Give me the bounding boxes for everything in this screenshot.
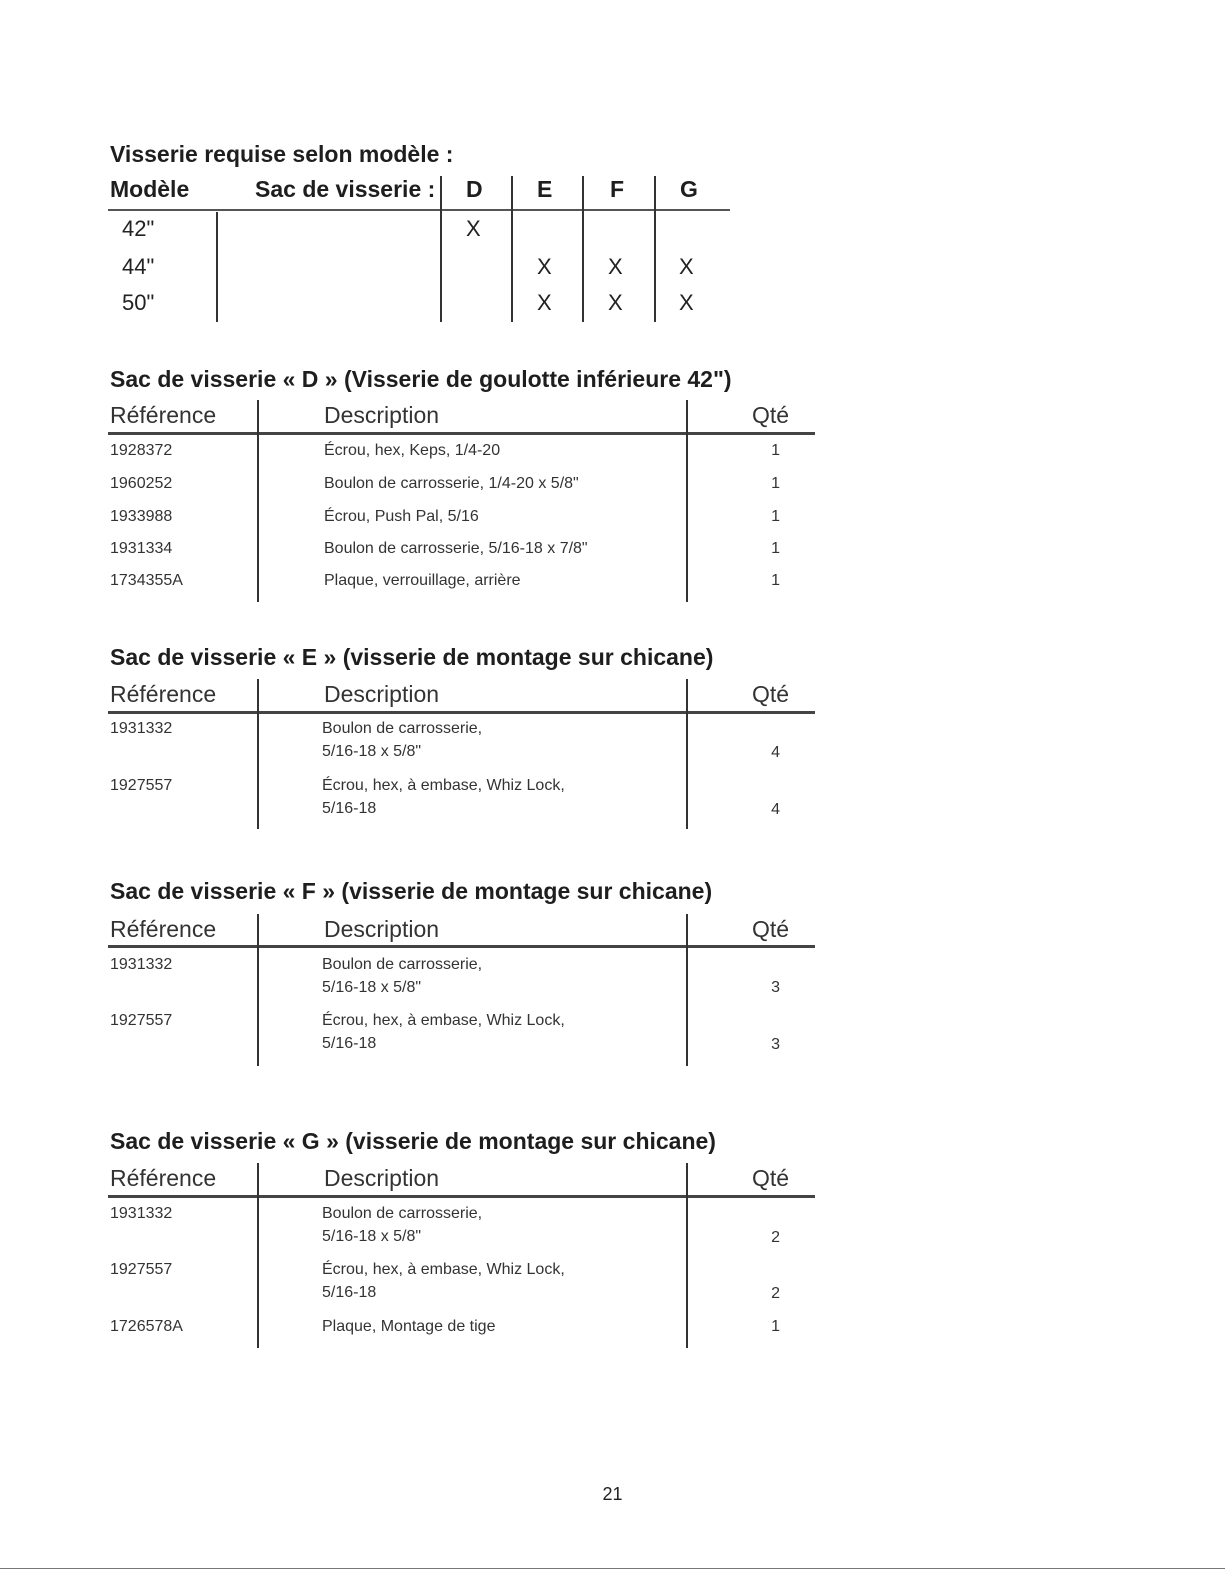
header-rule — [108, 1195, 815, 1198]
part-reference: 1927557 — [110, 777, 173, 794]
part-description: Écrou, hex, à embase, Whiz Lock, — [322, 777, 565, 794]
model-value: 50" — [122, 290, 155, 315]
bag-f-header: F — [610, 176, 625, 202]
bag-d-header: D — [466, 176, 483, 202]
description-header: Description — [324, 1165, 440, 1191]
e-column-divider — [582, 176, 584, 322]
mark-g: X — [679, 290, 694, 315]
model-value: 42" — [122, 216, 155, 241]
part-reference: 1927557 — [110, 1012, 173, 1029]
part-description-cont: 5/16-18 — [322, 1284, 377, 1301]
bag-d-title: Sac de visserie « D » (Visserie de goulotte inférieure 42") — [110, 366, 732, 392]
header-rule — [108, 432, 815, 435]
column-divider — [257, 679, 259, 829]
part-description-cont: 5/16-18 x 5/8" — [322, 1228, 422, 1245]
part-description: Plaque, Montage de tige — [322, 1318, 496, 1335]
header-rule — [108, 945, 815, 948]
mark-e: X — [537, 254, 552, 279]
bag-f-title: Sac de visserie « F » (visserie de montage sur chicane) — [110, 878, 713, 904]
column-divider — [686, 679, 688, 829]
f-column-divider — [654, 176, 656, 322]
column-divider — [257, 914, 259, 1066]
part-reference: 1931332 — [110, 720, 173, 737]
mark-f: X — [608, 290, 623, 315]
model-header-rule — [108, 209, 730, 211]
part-description: Écrou, hex, à embase, Whiz Lock, — [322, 1012, 565, 1029]
bag-g-title: Sac de visserie « G » (visserie de montage sur chicane) — [110, 1128, 716, 1154]
part-description: Boulon de carrosserie, — [322, 720, 483, 737]
model-column-divider — [216, 212, 218, 322]
part-description: Boulon de carrosserie, — [322, 956, 483, 973]
part-description: Écrou, hex, à embase, Whiz Lock, — [322, 1261, 565, 1278]
page-number: 21 — [602, 1484, 623, 1504]
reference-header: Référence — [110, 916, 217, 942]
part-description: Plaque, verrouillage, arrière — [324, 572, 521, 589]
part-quantity: 1 — [771, 540, 780, 557]
column-divider — [686, 1163, 688, 1348]
part-reference: 1931332 — [110, 1205, 173, 1222]
mark-g: X — [679, 254, 694, 279]
part-quantity: 1 — [771, 442, 780, 459]
description-header: Description — [324, 681, 440, 707]
part-reference: 1931334 — [110, 540, 173, 557]
part-description: Boulon de carrosserie, 1/4-20 x 5/8" — [324, 475, 579, 492]
part-quantity: 2 — [771, 1285, 780, 1302]
part-reference: 1928372 — [110, 442, 173, 459]
qty-header: Qté — [752, 916, 790, 942]
part-quantity: 1 — [771, 508, 780, 525]
bag-e-header: E — [537, 176, 553, 202]
part-description: Écrou, hex, Keps, 1/4-20 — [324, 442, 501, 459]
part-reference: 1931332 — [110, 956, 173, 973]
part-reference: 1960252 — [110, 475, 173, 492]
bag-header: Sac de visserie : — [255, 176, 436, 202]
mark-e: X — [537, 290, 552, 315]
part-quantity: 3 — [771, 1036, 780, 1053]
reference-header: Référence — [110, 681, 217, 707]
reference-header: Référence — [110, 402, 217, 428]
bag-e-title: Sac de visserie « E » (visserie de montage sur chicane) — [110, 644, 714, 670]
qty-header: Qté — [752, 681, 790, 707]
part-description-cont: 5/16-18 — [322, 1035, 377, 1052]
column-divider — [686, 914, 688, 1066]
column-divider — [257, 400, 259, 602]
part-reference: 1927557 — [110, 1261, 173, 1278]
part-reference: 1726578A — [110, 1318, 183, 1335]
qty-header: Qté — [752, 1165, 790, 1191]
reference-header: Référence — [110, 1165, 217, 1191]
part-description-cont: 5/16-18 — [322, 800, 377, 817]
bag-column-divider — [440, 176, 442, 322]
part-quantity: 1 — [771, 572, 780, 589]
part-quantity: 2 — [771, 1229, 780, 1246]
part-quantity: 1 — [771, 475, 780, 492]
part-description: Écrou, Push Pal, 5/16 — [324, 508, 479, 525]
description-header: Description — [324, 402, 440, 428]
part-description-cont: 5/16-18 x 5/8" — [322, 979, 422, 996]
header-rule — [108, 711, 815, 714]
part-quantity: 1 — [771, 1318, 780, 1335]
column-divider — [257, 1163, 259, 1348]
qty-header: Qté — [752, 402, 790, 428]
model-value: 44" — [122, 254, 155, 279]
part-quantity: 4 — [771, 744, 780, 761]
part-quantity: 3 — [771, 979, 780, 996]
model-header: Modèle — [110, 176, 190, 202]
mark-f: X — [608, 254, 623, 279]
part-reference: 1933988 — [110, 508, 173, 525]
page-bottom-rule — [0, 1568, 1225, 1569]
part-quantity: 4 — [771, 801, 780, 818]
part-description-cont: 5/16-18 x 5/8" — [322, 743, 422, 760]
column-divider — [686, 400, 688, 602]
model-section-title: Visserie requise selon modèle : — [110, 141, 454, 167]
mark-d: X — [466, 216, 481, 241]
part-description: Boulon de carrosserie, — [322, 1205, 483, 1222]
bag-g-header: G — [680, 176, 698, 202]
d-column-divider — [511, 176, 513, 322]
part-description: Boulon de carrosserie, 5/16-18 x 7/8" — [324, 540, 588, 557]
description-header: Description — [324, 916, 440, 942]
part-reference: 1734355A — [110, 572, 183, 589]
